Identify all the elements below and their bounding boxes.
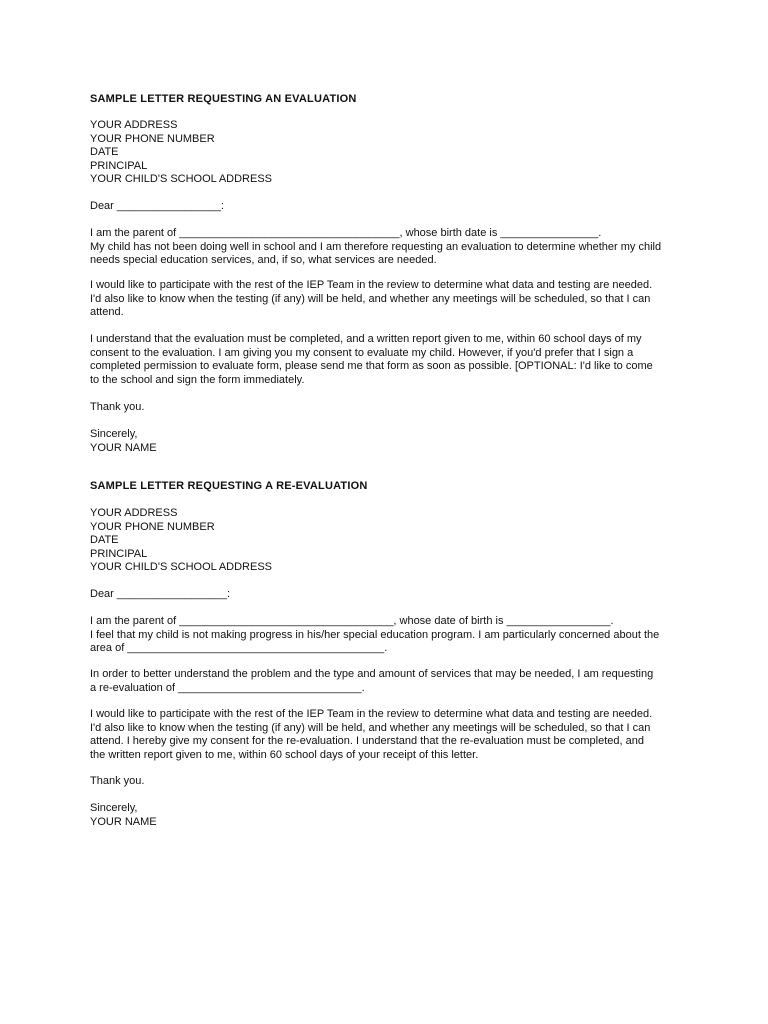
thanks-text: Thank you.: [90, 401, 145, 413]
paragraph-line: attend.: [90, 306, 124, 318]
paragraph-line: I am the parent of ____________________________________, whose birth date is ________________.: [90, 227, 602, 239]
letter2-address-line: PRINCIPAL: [90, 547, 148, 560]
letter1-address-line: DATE: [90, 146, 119, 158]
paragraph-line: I'd also like to know when the testing (if any) will be held, and whether any meetings will be scheduled, so that I can: [90, 721, 651, 734]
letter2-salutation-text: Dear __________________:: [90, 588, 231, 600]
paragraph-line: completed permission to evaluate form, please send me that form as soon as possible. [OPTIONAL: I'd like to come: [90, 360, 653, 372]
letter2-paragraph-3: [90, 708, 690, 762]
letter2-heading: SAMPLE LETTER REQUESTING A RE-EVALUATION: [90, 480, 368, 492]
letter1-paragraph-1: [90, 227, 690, 268]
letter1-salutation-text: Dear _________________:: [90, 200, 224, 212]
letter2-paragraph-2: [90, 668, 690, 695]
paragraph-line: a re-evaluation of ______________________________.: [90, 681, 365, 694]
letter2-address-line: YOUR ADDRESS: [90, 507, 178, 519]
paragraph-line: I'd also like to know when the testing (if any) will be held, and whether any meetings will be scheduled, so that I can: [90, 292, 651, 305]
letter2-signature: [90, 802, 690, 829]
paragraph-line: I feel that my child is not making progress in his/her special education program. I am particularly concerned about the: [90, 628, 660, 641]
paragraph-line: consent to the evaluation. I am giving you my consent to evaluate my child. However, if you'd prefer that I sign a: [90, 346, 634, 359]
thanks-text: Thank you.: [90, 775, 145, 787]
signature-name: YOUR NAME: [90, 441, 157, 454]
letter2-address-line: DATE: [90, 534, 119, 546]
paragraph-line: to the school and sign the form immediately.: [90, 373, 305, 386]
letter2-address-block: [90, 507, 690, 575]
letter2-thanks: [90, 775, 690, 789]
letter1-address-block: [90, 119, 690, 187]
letter1-heading: SAMPLE LETTER REQUESTING AN EVALUATION: [90, 93, 357, 105]
letter1-address-line: YOUR PHONE NUMBER: [90, 132, 215, 145]
letter1-thanks: [90, 401, 690, 415]
letter1-signature: [90, 428, 690, 455]
letter2-address-line: YOUR PHONE NUMBER: [90, 520, 215, 533]
closing-text: Sincerely,: [90, 802, 138, 814]
signature-name: YOUR NAME: [90, 815, 157, 828]
letter2-salutation: [90, 588, 690, 602]
paragraph-line: needs special education services, and, if so, what services are needed.: [90, 254, 437, 266]
paragraph-line: I understand that the evaluation must be completed, and a written report given to me, within 60 school days of my: [90, 333, 642, 345]
letter1-paragraph-3: [90, 333, 690, 387]
letter1-address-line: PRINCIPAL: [90, 159, 148, 172]
letter1-address-line: YOUR CHILD'S SCHOOL ADDRESS: [90, 173, 273, 185]
paragraph-line: the written report given to me, within 60 school days of your receipt of this letter.: [90, 748, 479, 761]
letter2-address-line: YOUR CHILD'S SCHOOL ADDRESS: [90, 561, 273, 573]
paragraph-line: In order to better understand the problem and the type and amount of services that may be needed, I am requesting: [90, 668, 654, 680]
paragraph-line: I am the parent of ___________________________________, whose date of birth is _________________.: [90, 615, 614, 627]
paragraph-line: I would like to participate with the rest of the IEP Team in the review to determine what data and testing are needed.: [90, 279, 653, 291]
paragraph-line: area of __________________________________________.: [90, 642, 388, 654]
letter2-paragraph-1: [90, 615, 690, 656]
letter1-salutation: [90, 200, 690, 214]
letter1-address-line: YOUR ADDRESS: [90, 119, 178, 131]
closing-text: Sincerely,: [90, 428, 138, 440]
letter1-paragraph-2: [90, 279, 690, 320]
paragraph-line: My child has not been doing well in school and I am therefore requesting an evaluation to determine whether my child: [90, 240, 662, 253]
paragraph-line: I would like to participate with the rest of the IEP Team in the review to determine what data and testing are needed.: [90, 708, 653, 720]
paragraph-line: attend. I hereby give my consent for the re-evaluation. I understand that the re-evaluation must be completed, and: [90, 735, 644, 747]
